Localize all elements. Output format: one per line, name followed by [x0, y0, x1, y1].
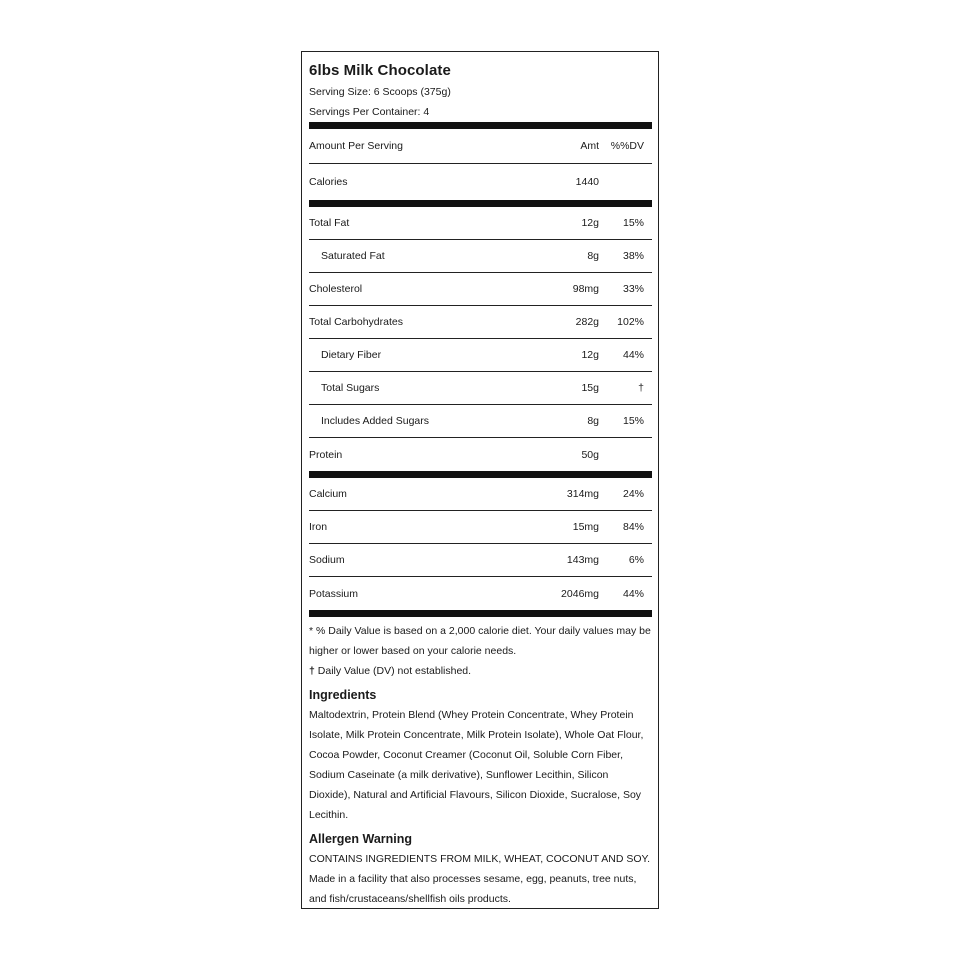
nutrient-amount: 98mg — [572, 283, 599, 295]
nutrient-row — [309, 207, 652, 240]
nutrient-name: Saturated Fat — [321, 250, 385, 262]
nutrient-amount: 282g — [575, 316, 599, 328]
nutrient-name: Total Fat — [309, 217, 350, 229]
header-row — [309, 129, 652, 164]
nutrient-amount: 8g — [587, 250, 599, 262]
product-title: 6lbs Milk Chocolate — [309, 62, 451, 79]
dagger-symbol: † — [309, 665, 315, 677]
nutrient-name: Cholesterol — [309, 283, 363, 295]
nutrient-daily-value: 15% — [622, 415, 644, 427]
nutrient-name: Total Carbohydrates — [309, 316, 403, 328]
footnote-daily-value: * % Daily Value is based on a 2,000 calorie diet. Your daily values may be higher or lower based on your calorie needs. — [309, 625, 651, 657]
nutrient-name: Dietary Fiber — [321, 349, 382, 361]
amount-per-serving-label: Amount Per Serving — [309, 140, 403, 152]
nutrient-row — [309, 405, 652, 438]
nutrient-row — [309, 240, 652, 273]
nutrient-daily-value: 15% — [622, 217, 644, 229]
footnote-dagger-text: Daily Value (DV) not established. — [317, 665, 472, 677]
allergen-text: CONTAINS INGREDIENTS FROM MILK, WHEAT, COCONUT AND SOY. Made in a facility that also processes sesame, egg, peanuts, tree nuts, and fish/crustaceans/shellfish oils products. — [309, 853, 651, 905]
divider-thick — [309, 471, 652, 478]
divider-thick — [309, 200, 652, 207]
nutrient-amount: 15g — [581, 382, 599, 394]
nutrient-daily-value: † — [638, 382, 644, 394]
nutrient-amount: 50g — [581, 448, 599, 461]
nutrient-name: Sodium — [309, 554, 345, 566]
allergen-heading: Allergen Warning — [309, 832, 413, 846]
calories-label: Calories — [309, 176, 348, 188]
nutrient-row — [309, 273, 652, 306]
nutrient-amount: 2046mg — [561, 587, 599, 600]
amt-column-header: Amt — [580, 140, 599, 152]
nutrient-name: Calcium — [309, 488, 347, 500]
nutrient-name: Potassium — [309, 587, 359, 600]
nutrient-amount: 314mg — [566, 488, 599, 500]
nutrient-row — [309, 511, 652, 544]
nutrient-row — [309, 544, 652, 577]
nutrient-name: Includes Added Sugars — [321, 415, 429, 427]
nutrient-list-macros — [309, 207, 652, 471]
ingredients-heading: Ingredients — [309, 688, 377, 702]
servings-per-container: Servings Per Container: 4 — [309, 106, 430, 118]
nutrient-name: Total Sugars — [321, 382, 380, 394]
nutrient-name: Iron — [309, 521, 328, 533]
serving-size: Serving Size: 6 Scoops (375g) — [309, 86, 451, 98]
footnote-dagger — [309, 661, 652, 681]
nutrient-name: Protein — [309, 448, 343, 461]
nutrient-amount: 15mg — [572, 521, 599, 533]
divider-thick — [309, 610, 652, 617]
nutrient-daily-value: 6% — [628, 554, 644, 566]
nutrition-label — [301, 51, 659, 909]
nutrient-daily-value: 33% — [622, 283, 644, 295]
nutrient-daily-value: 44% — [622, 587, 644, 600]
nutrient-row — [309, 372, 652, 405]
nutrient-daily-value: 84% — [622, 521, 644, 533]
nutrient-daily-value: 102% — [617, 316, 644, 328]
nutrient-daily-value: 24% — [622, 488, 644, 500]
nutrient-amount: 12g — [581, 349, 599, 361]
nutrient-row — [309, 339, 652, 372]
calories-value: 1440 — [575, 176, 599, 188]
nutrient-amount: 8g — [587, 415, 599, 427]
nutrient-row — [309, 577, 652, 610]
ingredients-text: Maltodextrin, Protein Blend (Whey Protein Concentrate, Whey Protein Isolate, Milk Protein Concentrate, Milk Protein Isolate), Whole Oat Flour, Cocoa Powder, Coconut Creamer (Coconut Oil, Soluble Corn Fiber, Sodium Caseinate (a milk derivative), Sunflower Lecithin, Silicon Dioxide), Natural and Artificial Flavours, Silicon Dioxide, Sucralose, Soy Lecithin. — [309, 709, 644, 821]
nutrient-row — [309, 306, 652, 339]
nutrient-amount: 143mg — [566, 554, 599, 566]
nutrient-daily-value: 44% — [622, 349, 644, 361]
dv-column-header: %%DV — [610, 140, 644, 152]
nutrient-daily-value: 38% — [622, 250, 644, 262]
calories-row — [309, 164, 652, 200]
nutrient-list-minerals — [309, 478, 652, 610]
divider-thick — [309, 122, 652, 129]
nutrient-amount: 12g — [581, 217, 599, 229]
nutrient-row — [309, 478, 652, 511]
nutrient-row — [309, 438, 652, 471]
